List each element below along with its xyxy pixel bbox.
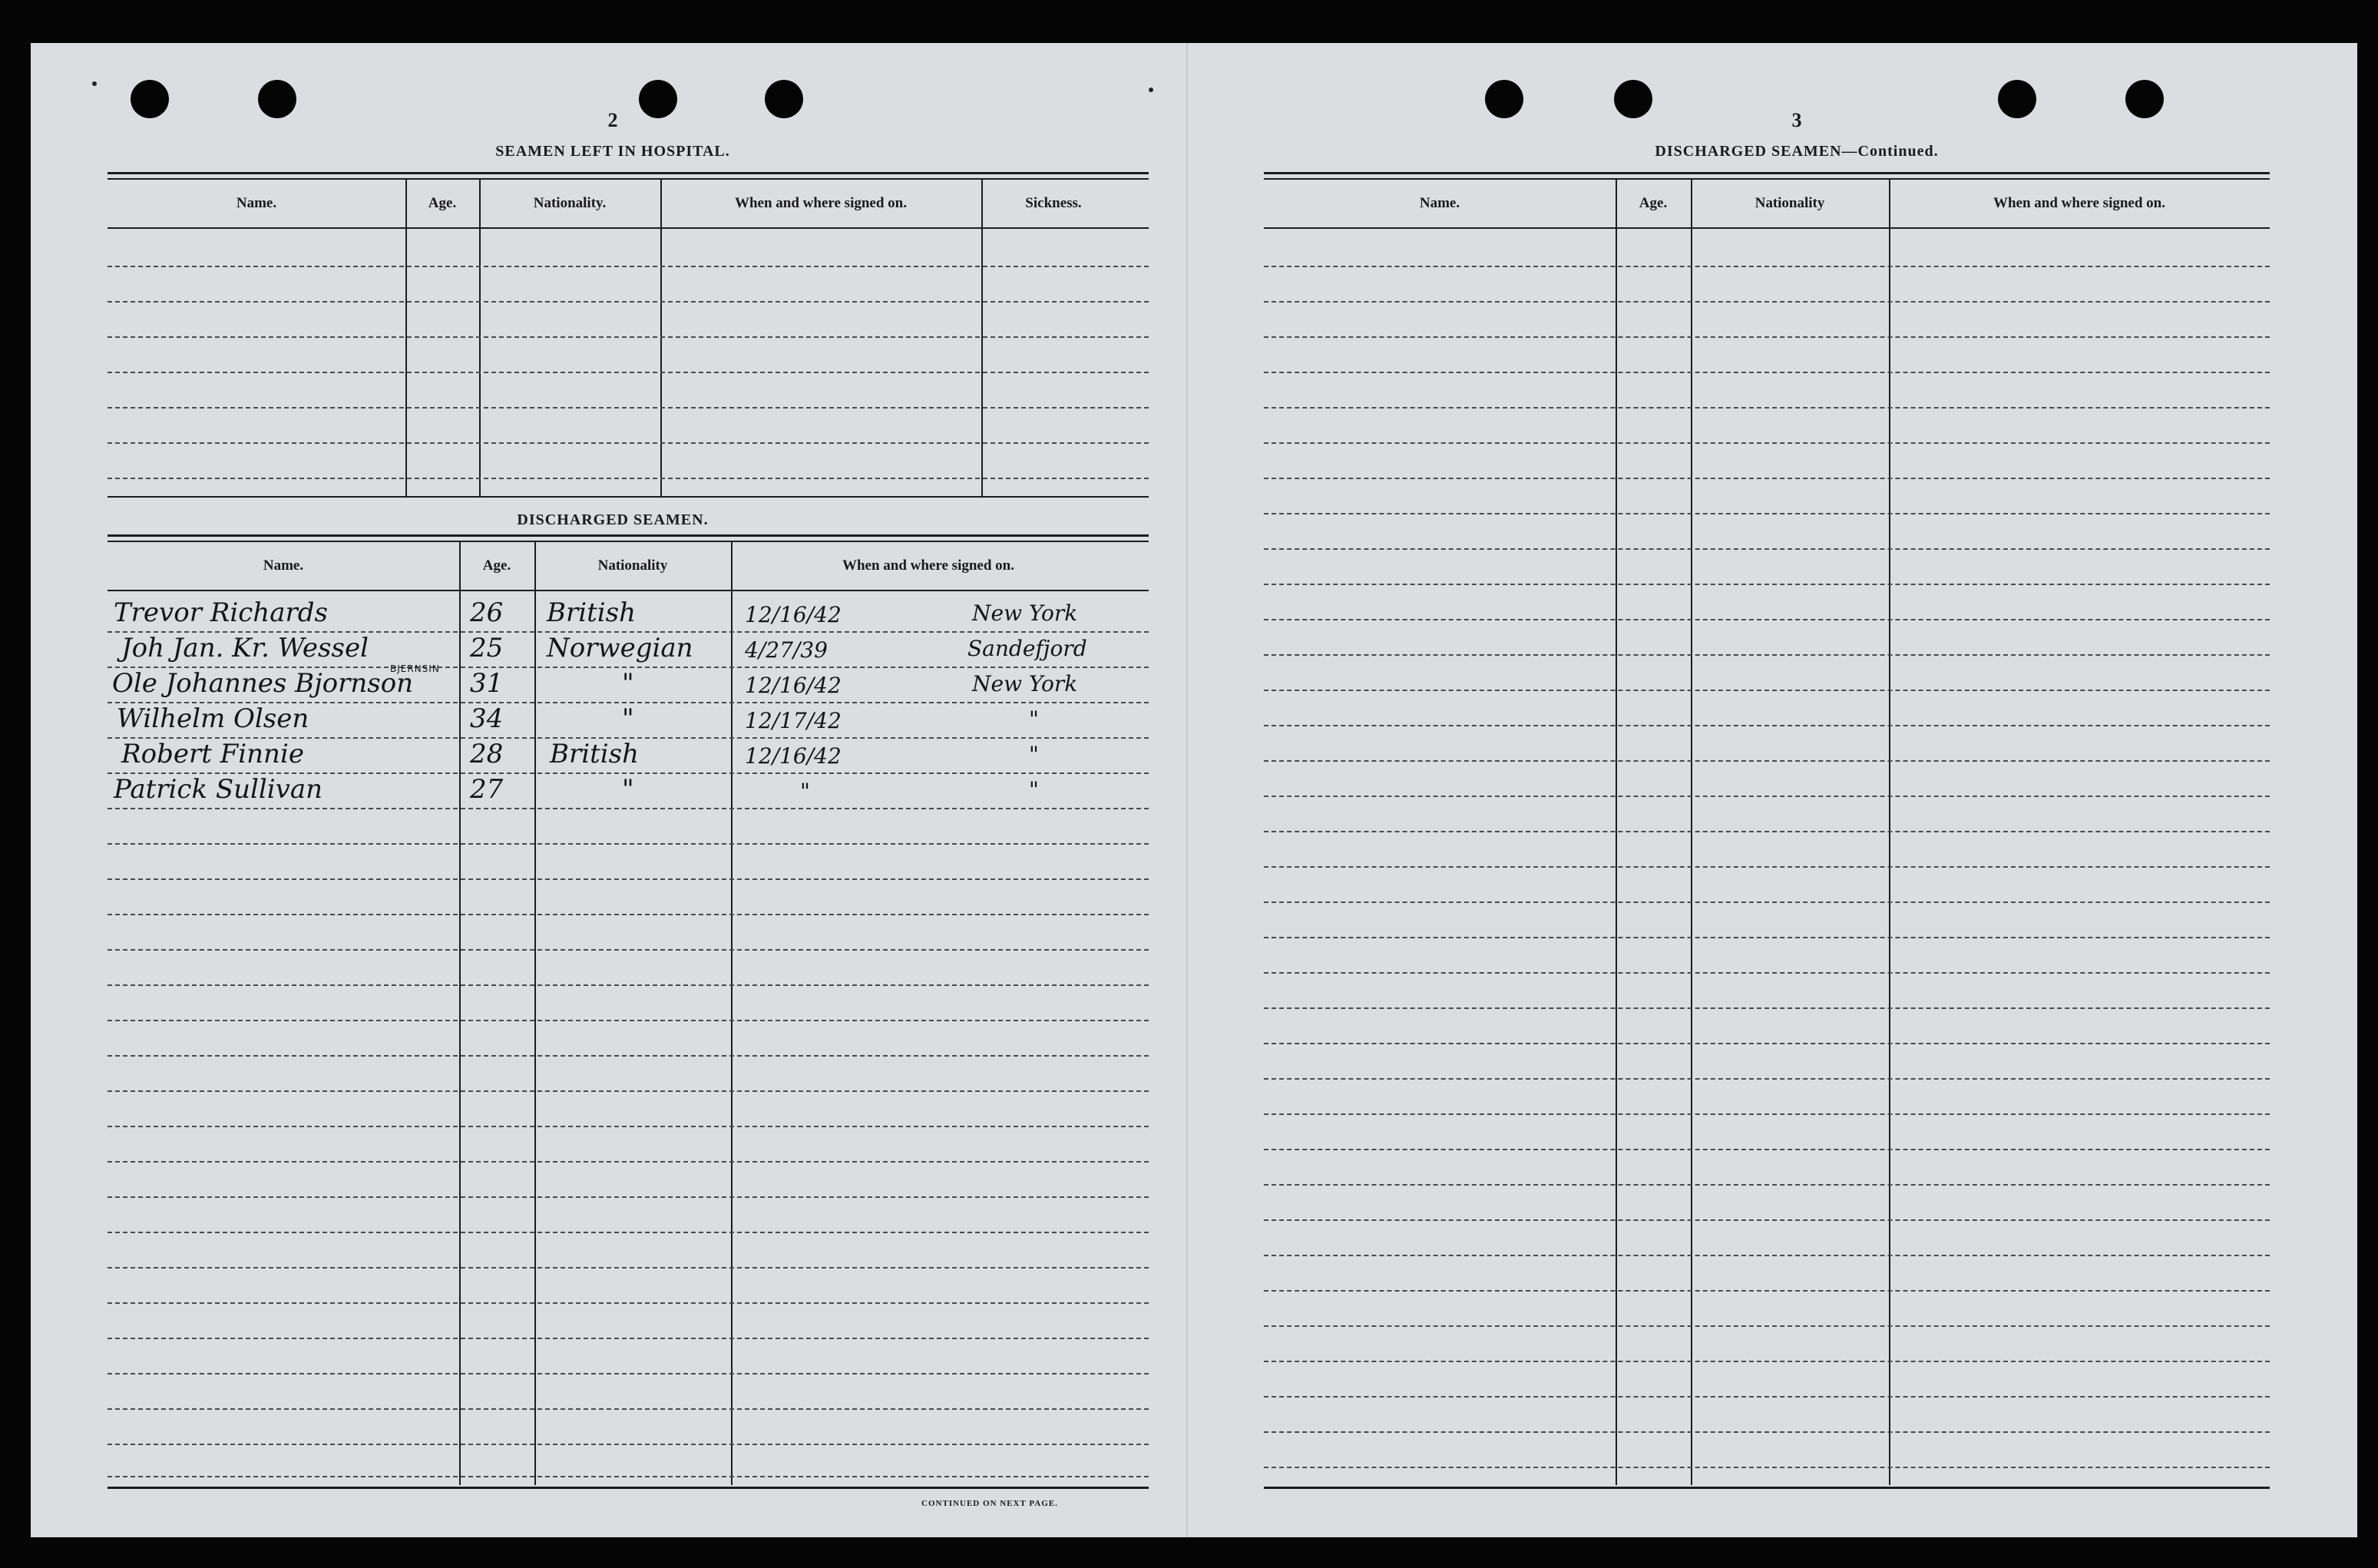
entry-line — [1264, 584, 2270, 585]
rule — [107, 534, 1149, 537]
entry-name: Trevor Richards — [114, 597, 328, 628]
entry-line — [1264, 1184, 2270, 1186]
entry-line — [1264, 1043, 2270, 1044]
entry-date: 4/27/39 — [745, 637, 828, 663]
entry-line — [1264, 1113, 2270, 1115]
entry-line — [1264, 442, 2270, 444]
entry-line — [1264, 1290, 2270, 1292]
entry-line — [1264, 1467, 2270, 1468]
rule — [107, 227, 1149, 229]
entry-line — [1264, 619, 2270, 620]
entry-line — [1264, 1078, 2270, 1080]
column-divider — [660, 180, 662, 496]
entry-name: Ole Johannes Bjornson — [112, 668, 414, 699]
entry-line — [1264, 266, 2270, 267]
hospital-header-sickness: Sickness. — [1025, 195, 1082, 211]
entry-line — [1264, 1431, 2270, 1433]
column-divider — [534, 542, 536, 1485]
hospital-header-nationality: Nationality. — [533, 195, 607, 211]
entry-date: 12/16/42 — [745, 673, 842, 698]
entry-line — [1264, 478, 2270, 479]
entry-line — [1264, 796, 2270, 797]
entry-line — [107, 1090, 1149, 1092]
entry-line — [1264, 725, 2270, 726]
continued-note: CONTINUED ON NEXT PAGE. — [921, 1499, 1058, 1508]
entry-line — [107, 984, 1149, 986]
rule — [1264, 172, 2270, 174]
rule — [1264, 1487, 2270, 1489]
entry-age: 28 — [470, 739, 504, 769]
entry-line — [107, 1055, 1149, 1057]
entry-nationality: " — [622, 774, 634, 805]
rule — [107, 1487, 1149, 1489]
entry-line — [107, 1020, 1149, 1021]
entry-place: " — [1029, 777, 1039, 802]
entry-line — [107, 1267, 1149, 1269]
entry-line — [107, 808, 1149, 809]
column-divider — [405, 180, 407, 496]
page-number: 3 — [1791, 109, 1802, 131]
entry-place: New York — [972, 600, 1078, 626]
entry-name: Joh Jan. Kr. Wessel — [121, 633, 369, 663]
continued-header-name: Name. — [1419, 195, 1460, 211]
column-divider — [1691, 180, 1692, 1485]
entry-line — [107, 1444, 1149, 1445]
column-divider — [981, 180, 983, 496]
column-divider — [479, 180, 481, 496]
entry-name: Patrick Sullivan — [114, 774, 323, 805]
entry-line — [1264, 372, 2270, 373]
ledger-sheet — [31, 43, 2357, 1537]
entry-age: 34 — [470, 703, 504, 734]
entry-nationality: British — [550, 739, 639, 769]
entry-date: 12/16/42 — [745, 743, 842, 769]
entry-age: 27 — [470, 774, 504, 805]
entry-age: 31 — [470, 668, 504, 699]
discharged-continued-title: DISCHARGED SEAMEN—Continued. — [1655, 143, 1939, 160]
entry-line — [1264, 972, 2270, 974]
column-divider — [1889, 180, 1890, 1485]
entry-line — [1264, 407, 2270, 409]
continued-header-nationality: Nationality — [1755, 195, 1825, 211]
column-divider — [731, 542, 733, 1485]
entry-date: " — [800, 779, 810, 804]
entry-line — [1264, 1007, 2270, 1009]
discharged-header-nationality: Nationality — [597, 557, 668, 574]
entry-line — [1264, 831, 2270, 832]
page-number: 2 — [607, 109, 618, 131]
column-divider — [459, 542, 461, 1485]
entry-date: 12/16/42 — [745, 602, 842, 627]
entry-nationality: Norwegian — [547, 633, 693, 663]
rule — [107, 590, 1149, 591]
entry-line — [1264, 1149, 2270, 1150]
entry-name: Wilhelm Olsen — [117, 703, 309, 734]
entry-line — [107, 1338, 1149, 1339]
entry-line — [1264, 937, 2270, 938]
hospital-header-age: Age. — [428, 195, 457, 211]
hospital-header-signed-on: When and where signed on. — [734, 195, 907, 211]
left-page — [31, 43, 1182, 1537]
entry-line — [107, 336, 1149, 338]
entry-line — [107, 266, 1149, 267]
entry-line — [107, 442, 1149, 444]
entry-line — [107, 1196, 1149, 1198]
rule — [107, 541, 1149, 542]
entry-line — [107, 1408, 1149, 1410]
entry-line — [107, 407, 1149, 409]
entry-nationality: " — [622, 703, 634, 734]
entry-line — [1264, 654, 2270, 656]
entry-line — [107, 1161, 1149, 1163]
rule — [107, 178, 1149, 180]
name-correction-note: BJERNSIN — [390, 663, 440, 674]
rule — [107, 172, 1149, 174]
entry-age: 25 — [470, 633, 504, 663]
entry-place: New York — [972, 671, 1078, 696]
hospital-header-name: Name. — [236, 195, 277, 211]
entry-line — [1264, 1361, 2270, 1362]
entry-line — [1264, 1255, 2270, 1256]
hospital-section-title: SEAMEN LEFT IN HOSPITAL. — [495, 143, 730, 160]
entry-place: " — [1029, 706, 1039, 732]
entry-line — [107, 478, 1149, 479]
column-divider — [1616, 180, 1617, 1485]
rule — [1264, 178, 2270, 180]
entry-line — [1264, 548, 2270, 550]
entry-line — [107, 1373, 1149, 1374]
entry-line — [107, 914, 1149, 915]
entry-line — [107, 949, 1149, 951]
entry-line — [107, 372, 1149, 373]
entry-line — [107, 1126, 1149, 1127]
continued-header-signed-on: When and where signed on. — [1993, 195, 2165, 211]
entry-line — [107, 843, 1149, 845]
entry-line — [1264, 760, 2270, 762]
entry-line — [1264, 336, 2270, 338]
entry-line — [107, 1302, 1149, 1304]
discharged-header-age: Age. — [482, 557, 511, 574]
entry-line — [107, 878, 1149, 880]
right-page — [1190, 43, 2357, 1537]
rule — [107, 496, 1149, 498]
entry-age: 26 — [470, 597, 504, 628]
entry-nationality: " — [622, 668, 634, 699]
entry-line — [1264, 1396, 2270, 1398]
entry-line — [107, 301, 1149, 303]
continued-header-age: Age. — [1639, 195, 1668, 211]
entry-name: Robert Finnie — [121, 739, 304, 769]
rule — [1264, 227, 2270, 229]
discharged-section-title: DISCHARGED SEAMEN. — [517, 511, 709, 528]
center-fold — [1186, 43, 1188, 1537]
entry-place: Sandefjord — [967, 636, 1087, 661]
entry-line — [1264, 1219, 2270, 1221]
discharged-header-signed-on: When and where signed on. — [842, 557, 1014, 574]
entry-line — [1264, 690, 2270, 691]
entry-line — [1264, 301, 2270, 303]
entry-line — [107, 1232, 1149, 1233]
entry-line — [1264, 901, 2270, 903]
entry-line — [1264, 1325, 2270, 1327]
entry-nationality: British — [547, 597, 636, 628]
discharged-header-name: Name. — [263, 557, 304, 574]
entry-line — [107, 1476, 1149, 1477]
entry-line — [1264, 866, 2270, 868]
entry-place: " — [1029, 742, 1039, 767]
entry-line — [1264, 513, 2270, 514]
entry-date: 12/17/42 — [745, 708, 842, 733]
